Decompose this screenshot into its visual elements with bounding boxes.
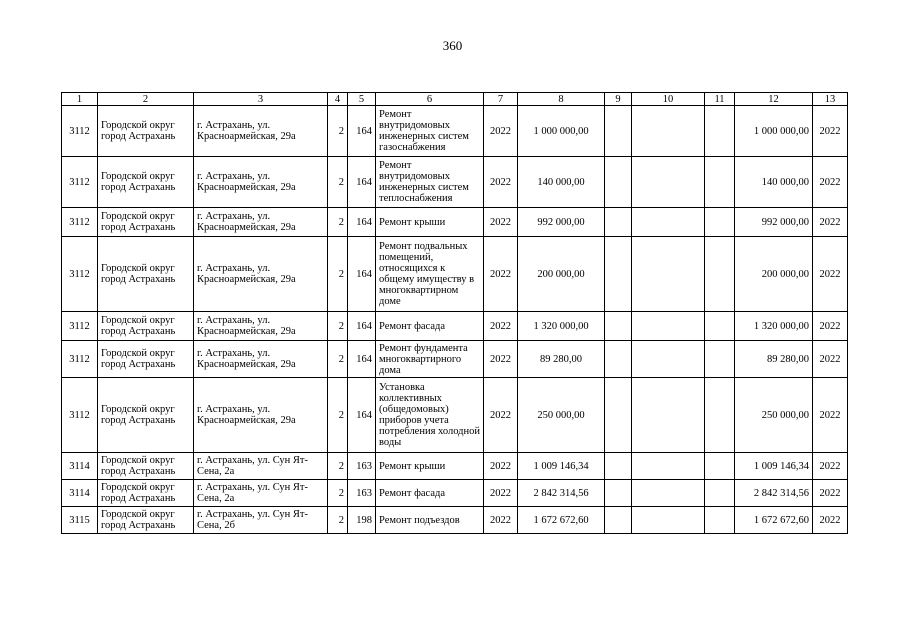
cost-cell: 1 672 672,60 — [518, 507, 605, 534]
object-number-cell: 3115 — [62, 507, 98, 534]
completion-year-cell: 2022 — [813, 341, 848, 378]
cost-cell: 89 280,00 — [518, 341, 605, 378]
work-type-cell: Ремонт фундамента многоквартирного дома — [376, 341, 484, 378]
empty-cell — [605, 480, 632, 507]
completion-year-cell: 2022 — [813, 507, 848, 534]
id-cell: 164 — [348, 312, 376, 341]
count-cell: 2 — [328, 208, 348, 237]
address-cell: г. Астрахань, ул. Красноармейская, 29а — [194, 312, 328, 341]
column-header: 11 — [705, 93, 735, 106]
total-cell: 140 000,00 — [735, 157, 813, 208]
count-cell: 2 — [328, 312, 348, 341]
municipality-cell: Городской округ город Астрахань — [98, 378, 194, 453]
object-number-cell: 3112 — [62, 106, 98, 157]
completion-year-cell: 2022 — [813, 378, 848, 453]
empty-cell — [605, 208, 632, 237]
object-number-cell: 3112 — [62, 208, 98, 237]
completion-year-cell: 2022 — [813, 453, 848, 480]
empty-cell — [705, 106, 735, 157]
municipality-cell: Городской округ город Астрахань — [98, 157, 194, 208]
empty-cell — [705, 378, 735, 453]
total-cell: 200 000,00 — [735, 237, 813, 312]
column-header: 10 — [632, 93, 705, 106]
count-cell: 2 — [328, 157, 348, 208]
total-cell: 2 842 314,56 — [735, 480, 813, 507]
column-header: 6 — [376, 93, 484, 106]
count-cell: 2 — [328, 453, 348, 480]
year-cell: 2022 — [484, 312, 518, 341]
cost-cell: 992 000,00 — [518, 208, 605, 237]
year-cell: 2022 — [484, 453, 518, 480]
column-header: 1 — [62, 93, 98, 106]
id-cell: 164 — [348, 106, 376, 157]
object-number-cell: 3112 — [62, 341, 98, 378]
address-cell: г. Астрахань, ул. Сун Ят-Сена, 2а — [194, 480, 328, 507]
empty-cell — [632, 312, 705, 341]
page-number: 360 — [442, 38, 463, 53]
address-cell: г. Астрахань, ул. Сун Ят-Сена, 2б — [194, 507, 328, 534]
municipality-cell: Городской округ город Астрахань — [98, 480, 194, 507]
empty-cell — [632, 341, 705, 378]
empty-cell — [705, 341, 735, 378]
object-number-cell: 3112 — [62, 237, 98, 312]
work-type-cell: Ремонт подвальных помещений, относящихся к общему имуществу в многоквартирном доме — [376, 237, 484, 312]
column-header: 8 — [518, 93, 605, 106]
table-row — [62, 341, 848, 378]
count-cell: 2 — [328, 237, 348, 312]
count-cell: 2 — [328, 480, 348, 507]
cost-cell: 1 320 000,00 — [518, 312, 605, 341]
municipality-cell: Городской округ город Астрахань — [98, 312, 194, 341]
total-cell: 992 000,00 — [735, 208, 813, 237]
object-number-cell: 3112 — [62, 312, 98, 341]
table-row — [62, 480, 848, 507]
work-type-cell: Ремонт крыши — [376, 208, 484, 237]
municipality-cell: Городской округ город Астрахань — [98, 341, 194, 378]
municipality-cell: Городской округ город Астрахань — [98, 453, 194, 480]
id-cell: 164 — [348, 378, 376, 453]
year-cell: 2022 — [484, 480, 518, 507]
empty-cell — [605, 378, 632, 453]
table-row — [62, 157, 848, 208]
completion-year-cell: 2022 — [813, 208, 848, 237]
empty-cell — [705, 453, 735, 480]
work-type-cell: Ремонт фасада — [376, 312, 484, 341]
empty-cell — [605, 453, 632, 480]
id-cell: 164 — [348, 208, 376, 237]
column-header: 12 — [735, 93, 813, 106]
empty-cell — [632, 480, 705, 507]
work-type-cell: Ремонт внутридомовых инженерных систем теплоснабжения — [376, 157, 484, 208]
id-cell: 164 — [348, 157, 376, 208]
total-cell: 1 000 000,00 — [735, 106, 813, 157]
completion-year-cell: 2022 — [813, 237, 848, 312]
column-header: 2 — [98, 93, 194, 106]
municipality-cell: Городской округ город Астрахань — [98, 237, 194, 312]
table-row — [62, 378, 848, 453]
empty-cell — [632, 208, 705, 237]
count-cell: 2 — [328, 378, 348, 453]
id-cell: 164 — [348, 237, 376, 312]
address-cell: г. Астрахань, ул. Красноармейская, 29а — [194, 106, 328, 157]
column-header: 7 — [484, 93, 518, 106]
count-cell: 2 — [328, 106, 348, 157]
address-cell: г. Астрахань, ул. Красноармейская, 29а — [194, 378, 328, 453]
total-cell: 1 009 146,34 — [735, 453, 813, 480]
work-type-cell: Ремонт фасада — [376, 480, 484, 507]
municipality-cell: Городской округ город Астрахань — [98, 208, 194, 237]
completion-year-cell: 2022 — [813, 312, 848, 341]
work-type-cell: Установка коллективных (общедомовых) приборов учета потребления холодной воды — [376, 378, 484, 453]
id-cell: 163 — [348, 453, 376, 480]
year-cell: 2022 — [484, 341, 518, 378]
total-cell: 250 000,00 — [735, 378, 813, 453]
column-header: 4 — [328, 93, 348, 106]
table-row — [62, 312, 848, 341]
table-row — [62, 237, 848, 312]
work-type-cell: Ремонт внутридомовых инженерных систем газоснабжения — [376, 106, 484, 157]
count-cell: 2 — [328, 507, 348, 534]
address-cell: г. Астрахань, ул. Сун Ят-Сена, 2а — [194, 453, 328, 480]
municipality-cell: Городской округ город Астрахань — [98, 106, 194, 157]
empty-cell — [605, 237, 632, 312]
id-cell: 198 — [348, 507, 376, 534]
year-cell: 2022 — [484, 237, 518, 312]
work-type-cell: Ремонт крыши — [376, 453, 484, 480]
table-row — [62, 507, 848, 534]
address-cell: г. Астрахань, ул. Красноармейская, 29а — [194, 157, 328, 208]
empty-cell — [632, 106, 705, 157]
column-header: 9 — [605, 93, 632, 106]
municipality-cell: Городской округ город Астрахань — [98, 507, 194, 534]
column-header: 5 — [348, 93, 376, 106]
address-cell: г. Астрахань, ул. Красноармейская, 29а — [194, 341, 328, 378]
cost-cell: 2 842 314,56 — [518, 480, 605, 507]
empty-cell — [632, 453, 705, 480]
id-cell: 164 — [348, 341, 376, 378]
id-cell: 163 — [348, 480, 376, 507]
empty-cell — [705, 237, 735, 312]
cost-cell: 1 009 146,34 — [518, 453, 605, 480]
empty-cell — [632, 378, 705, 453]
column-header: 3 — [194, 93, 328, 106]
completion-year-cell: 2022 — [813, 106, 848, 157]
empty-cell — [605, 106, 632, 157]
table-header-row — [62, 93, 848, 106]
empty-cell — [705, 208, 735, 237]
object-number-cell: 3114 — [62, 480, 98, 507]
empty-cell — [605, 507, 632, 534]
cost-cell: 1 000 000,00 — [518, 106, 605, 157]
completion-year-cell: 2022 — [813, 157, 848, 208]
empty-cell — [605, 157, 632, 208]
object-number-cell: 3112 — [62, 157, 98, 208]
total-cell: 89 280,00 — [735, 341, 813, 378]
cost-cell: 200 000,00 — [518, 237, 605, 312]
address-cell: г. Астрахань, ул. Красноармейская, 29а — [194, 237, 328, 312]
completion-year-cell: 2022 — [813, 480, 848, 507]
empty-cell — [705, 507, 735, 534]
empty-cell — [705, 480, 735, 507]
total-cell: 1 320 000,00 — [735, 312, 813, 341]
address-cell: г. Астрахань, ул. Красноармейская, 29а — [194, 208, 328, 237]
object-number-cell: 3114 — [62, 453, 98, 480]
year-cell: 2022 — [484, 507, 518, 534]
total-cell: 1 672 672,60 — [735, 507, 813, 534]
column-header: 13 — [813, 93, 848, 106]
table-row — [62, 208, 848, 237]
count-cell: 2 — [328, 341, 348, 378]
empty-cell — [705, 157, 735, 208]
cost-cell: 140 000,00 — [518, 157, 605, 208]
empty-cell — [632, 157, 705, 208]
work-type-cell: Ремонт подъездов — [376, 507, 484, 534]
empty-cell — [632, 237, 705, 312]
year-cell: 2022 — [484, 208, 518, 237]
empty-cell — [605, 312, 632, 341]
cost-cell: 250 000,00 — [518, 378, 605, 453]
table-row — [62, 106, 848, 157]
table-row — [62, 453, 848, 480]
data-table — [61, 92, 848, 534]
year-cell: 2022 — [484, 106, 518, 157]
year-cell: 2022 — [484, 378, 518, 453]
object-number-cell: 3112 — [62, 378, 98, 453]
empty-cell — [705, 312, 735, 341]
empty-cell — [605, 341, 632, 378]
year-cell: 2022 — [484, 157, 518, 208]
empty-cell — [632, 507, 705, 534]
